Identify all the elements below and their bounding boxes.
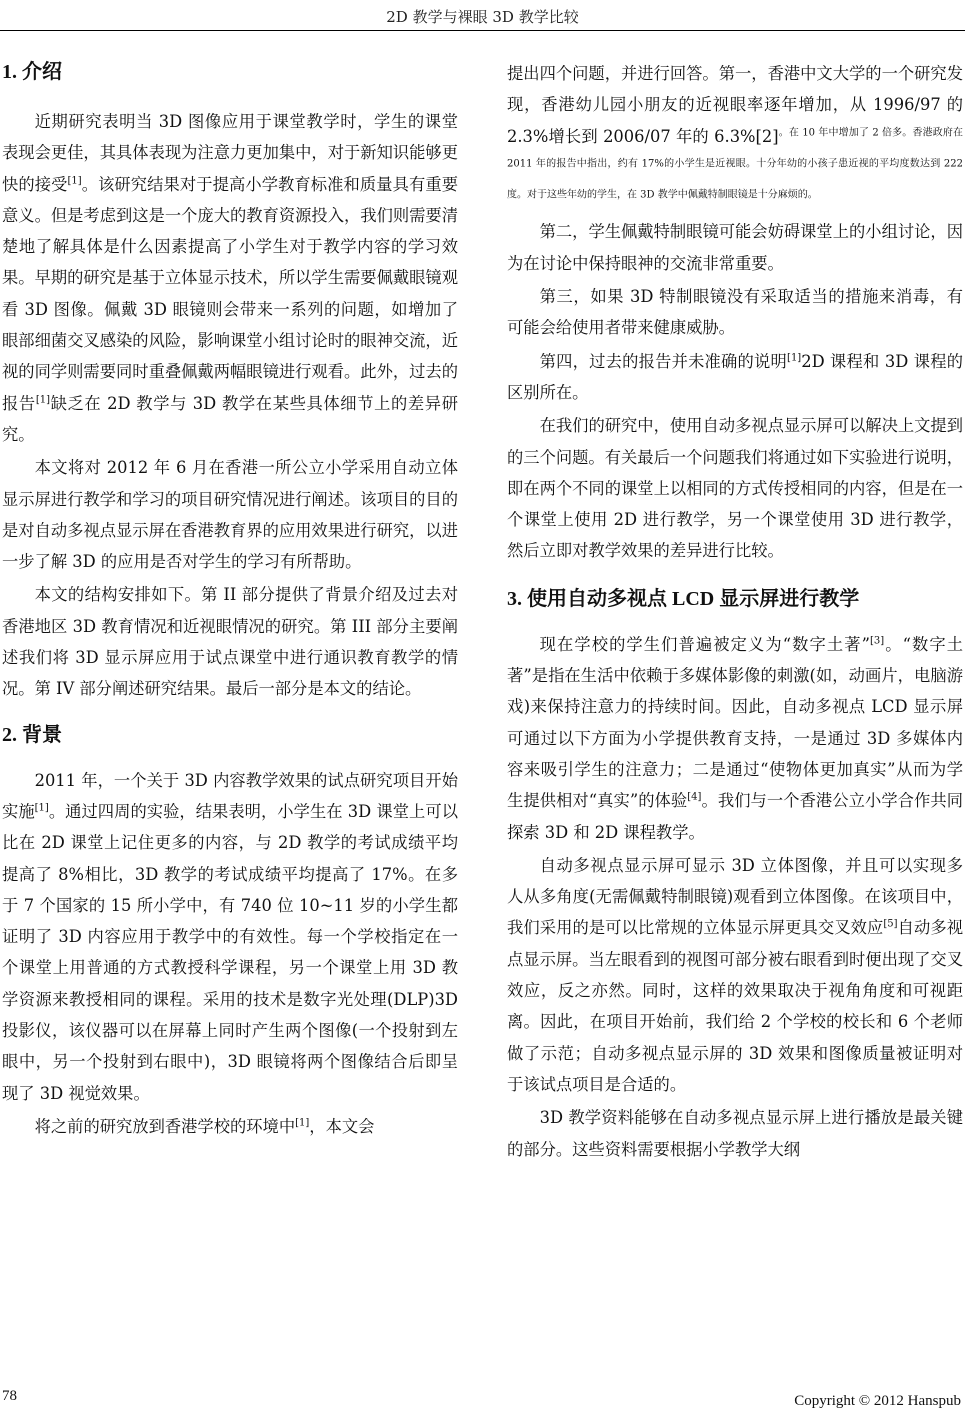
p2-left-tail: ，本文会 [309,1116,375,1136]
header-divider [0,30,965,31]
left-column [2,52,458,1142]
section-heading-intro: 1. 介绍 [2,61,62,83]
page-number: 78 [2,1388,17,1404]
citation: [3] [869,635,885,647]
citation: [5] [883,919,898,930]
intro-paragraph-3: 本文的结构安排如下。第 II 部分提供了背景介绍及过去对香港地区 3D 教育情况和近视眼情况的研究。第 III 部分主要阐述我们将 3D 显示屏应用于试点课堂中进行通识教育教学的情况。第 IV 部分阐述研究结果。最后一部分是本文的结论。 [2,585,458,699]
running-header: 2D 教学与裸眼 3D 教学比较 [386,8,579,26]
intro-paragraph-2: 本文将对 2012 年 6 月在香港一所公立小学采用自动立体显示屏进行教学和学习的项目研究情况进行阐述。该项目的目的是对自动多视点显示屏在香港教育界的应用效果进行研究，以进一步了解 3D 的应用是否对学生的学习有所帮助。 [2,458,458,572]
citation: [1] [34,802,49,814]
lcd-paragraph-3: 3D 教学资料能够在自动多视点显示屏上进行播放是最关键的部分。这些资料需要根据小学教学大纲 [507,1108,963,1159]
background-paragraph-2-start: 将之前的研究放到香港学校的环境中[1]，本文会 [34,1116,375,1136]
copyright: Copyright © 2012 Hanspub [794,1393,961,1409]
citation: 。在 10 年中增加了 2 倍多。香港政府在 2011 年的报告中指出，约有 17%的小学生是近视眼。十分年幼的小孩子患近视的平均度数达到 222 度。对于这些年幼的学生，在 3D 教学中佩戴特制眼镜是十分麻烦的。 [507,127,963,201]
section-heading-background: 2. 背景 [2,723,62,746]
citation: [1] [787,352,802,364]
lcd-paragraph-2: 自动多视点显示屏可显示 3D 立体图像，并且可以实现多人从多角度(无需佩戴特制眼镜)观看到立体图像。在该项目中，我们采用的是可以比常规的立体显示屏更具交叉效应[5]自动多视点显示屏。当左眼看到的视图可部分被右眼看到时便出现了交叉效应，反之亦然。同时，这样的效果取决于视角角度和可视距离。因此，在项目开始前，我们给 2 个学校的校长和 6 个老师做了示范；自动多视点显示屏的 3D 效果和图像质量被证明对于该试点项目是合适的。 [507,855,963,1094]
citation: [1] [67,175,82,187]
intro-paragraph-1: 近期研究表明当 3D 图像应用于课堂教学时，学生的课堂表现会更佳，其具体表现为注意力更加集中，对于新知识能够更快的接受[1]。该研究结果对于提高小学教育标准和质量具有重要意义。但是考虑到这是一个庞大的教育资源投入，我们则需要清楚地了解具体是什么因素提高了小学生对于教学内容的学习效果。早期的研究是基于立体显示技术，所以学生需要佩戴眼镜观看 3D 图像。佩戴 3D 眼镜则会带来一系列的问题，如增加了眼部细菌交叉感染的风险，影响课堂小组讨论时的眼神交流，近视的同学则需要同时重叠佩戴两幅眼镜进行观看。此外，过去的报告[1]缺乏在 2D 教学与 3D 教学在某些具体细节上的差异研究。 [2,112,458,444]
citation: [4] [687,791,702,803]
background-paragraph-6: 在我们的研究中，使用自动多视点显示屏可以解决上文提到的三个问题。有关最后一个问题我们将通过如下实验进行说明，即在两个不同的课堂上以相同的方式传授相同的内容，但是在一个课堂上使用 2D 进行教学，另一个课堂使用 3D 进行教学，然后立即对教学效果的差异进行比较。 [507,416,963,561]
background-paragraph-2-cont: 提出四个问题，并进行回答。第一，香港中文大学的一个研究发现，香港幼儿园小朋友的近视眼率逐年增加，从 1996/97 的 2.3%增长到 2006/07 年的 $6.3\%[2]^{。在 10 年中增加了 2 倍多。香港政府在 2011 年的报告中指出,约有 17\%的小学生是近视眼。十分年幼的小孩子患近视的平均度数达到 222 度。对于这些年幼的学生,在 3D 教学中佩戴特制眼镜是十分麻烦的。}$ [507,64,963,201]
right-column [507,58,963,1165]
section-heading-lcd: 3. 使用自动多视点 LCD 显示屏进行教学 [507,587,860,610]
background-paragraph-1: 2011 年，一个关于 3D 内容教学效果的试点研究项目开始实施[1]。通过四周的实验，结果表明，小学生在 3D 课堂上可以比在 2D 课堂上记住更多的内容，与 2D 教学的考试成绩平均提高了 8%相比，3D 教学的考试成绩平均提高了 17%。在多于 7 个国家的 15 所小学中，有 740 位 10~11 岁的小学生都证明了 3D 内容应用于教学中的有效性。每一个学校指定在一个课堂上用普通的方式教授科学课程，另一个课堂上用 3D 教学资源来教授相同的课程。采用的技术是数字光处理(DLP)3D 投影仪，该仪器可以在屏幕上同时产生两个图像(一个投射到左眼中，另一个投射到右眼中)，3D 眼镜将两个图像结合后即呈现了 3D 视觉效果。 [2,770,458,1103]
background-paragraph-4: 第三，如果 3D 特制眼镜没有采取适当的措施来消毒，有可能会给使用者带来健康威胁。 [507,287,963,338]
background-paragraph-3: 第二，学生佩戴特制眼镜可能会妨碍课堂上的小组讨论，因为在讨论中保持眼神的交流非常重要。 [507,222,963,273]
background-paragraph-5: 第四，过去的报告并未准确的说明[1]2D 课程和 3D 课程的区别所在。 [507,351,963,402]
citation: [1] [35,394,50,406]
citation: [1] [295,1117,310,1129]
p2-right-head: 提出四个问题，并进行回答。第一，香港中文大学的一个研究发现，香港幼儿园小朋友的近视眼率逐年增加，从 1996/97 的 2.3%增长到 2006/07 年的 6.3% [507,64,963,146]
lcd-paragraph-1: 现在学校的学生们普遍被定义为“数字土著”[3]。“数字土著”是指在生活中依赖于多媒体影像的刺激(如，动画片，电脑游戏)来保持注意力的持续时间。因此，自动多视点 LCD 显示屏可通过以下方面为小学提供教育支持，一是通过 3D 多媒体内容来吸引学生的注意力；二是通过“使物体更加真实”从而为学生提供相对“真实”的体验[4]。我们与一个香港公立小学合作共同探索 3D 和 2D 课程教学。 [507,634,964,842]
